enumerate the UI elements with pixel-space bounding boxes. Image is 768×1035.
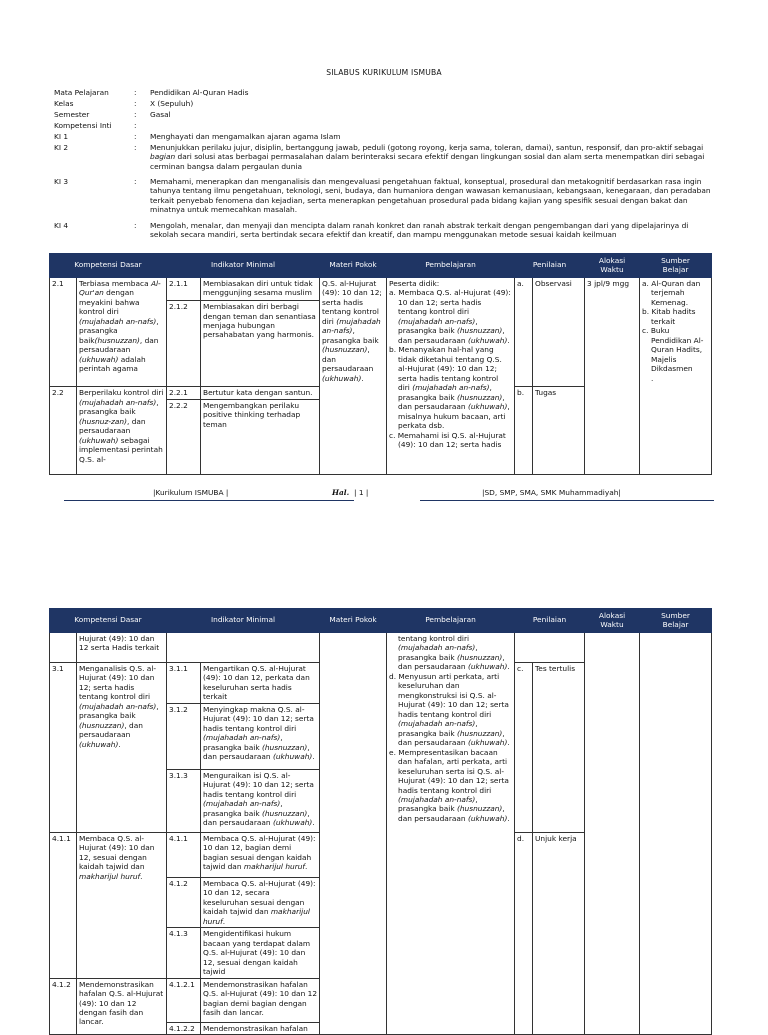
kd-number: 4.1.2 [50, 978, 77, 1034]
kd-number: 2.2 [50, 387, 77, 475]
header-kompetensi-dasar: Kompetensi Dasar [50, 254, 167, 278]
syllabus-table-2 [49, 608, 712, 1035]
penilaian-text: Observasi [533, 278, 585, 387]
indicator-number: 3.1.1 [167, 663, 201, 704]
header-alokasi-waktu: Alokasi Waktu [585, 254, 640, 278]
indicator-number: 4.1.3 [167, 928, 201, 978]
indicator-text: Membiasakan diri untuk tidak menggunjing sesama muslim [201, 278, 320, 301]
footer-school-levels: |SD, SMP, SMA, SMK Muhammadiyah| [482, 488, 621, 497]
footer-kurikulum: |Kurikulum ISMUBA | [153, 488, 229, 497]
indicator-text: Mengembangkan perilaku positive thinking terhadap teman [201, 399, 320, 474]
table-header-row [50, 254, 712, 278]
kd-text: Menganalisis Q.S. al-Hujurat (49): 10 dan 12; serta hadis tentang kontrol diri (mujahadah an-nafs), prasangka baik (husnuzzan), dan persaudaraan (ukhuwah). [77, 663, 167, 833]
meta-ki1: KI 1 : Menghayati dan mengamalkan ajaran agama Islam [54, 132, 341, 141]
table-row [50, 633, 712, 663]
indicator-number: 2.2.2 [167, 399, 201, 474]
kd-text: Terbiasa membaca Al-Qur'an dengan meyakini bahwa kontrol diri (mujahadah an-nafs), prasangka baik(husnuzzan), dan persaudaraan (ukhuwah) adalah perintah agama [77, 278, 167, 387]
penilaian-letter: b. [515, 387, 533, 475]
meta-ki2: KI 2 : Menunjukkan perilaku jujur, disiplin, bertanggung jawab, peduli (gotong royong, kerja sama, toleran, damai), santun, responsif, dan pro-aktif sebagai bagian dari solusi atas berbagai permasalahan dalam berinteraksi secara efektif dengan lingkungan sosial dan alam serta menempatkan diri sebagai cerminan bangsa dalam pergaulan dunia [54, 143, 705, 171]
meta-mata-pelajaran: Mata Pelajaran : Pendidikan Al-Quran Hadis [54, 88, 249, 97]
header-pembelajaran: Pembelajaran [387, 254, 515, 278]
kd-number: 3.1 [50, 663, 77, 833]
page-footer [64, 482, 714, 506]
penilaian-text: Tugas [533, 387, 585, 475]
penilaian-text: Unjuk kerja [533, 832, 585, 1034]
indicator-text: Mengidentifikasi hukum bacaan yang terdapat dalam Q.S. al-Hujurat (49): 10 dan 12, sesuai dengan kaidah tajwid [201, 928, 320, 978]
kd-text: Berperilaku kontrol diri (mujahadah an-nafs), prasangka baik (husnuz-zan), dan persaudaraan (ukhuwah) sebagai implementasi perintah Q.S. al- [77, 387, 167, 475]
header-sumber-belajar: Sumber Belajar [640, 254, 712, 278]
header-alokasi-waktu: Alokasi Waktu [585, 609, 640, 633]
penilaian-letter: c. [515, 663, 533, 833]
indicator-number: 3.1.3 [167, 769, 201, 832]
footer-hal: Hal. [332, 488, 350, 497]
indicator-number: 2.1.2 [167, 301, 201, 387]
table-row [50, 278, 712, 301]
table-header-row [50, 609, 712, 633]
indicator-text: Bertutur kata dengan santun. [201, 387, 320, 400]
header-materi-pokok: Materi Pokok [320, 609, 387, 633]
header-penilaian: Penilaian [515, 254, 585, 278]
document-title: SILABUS KURIKULUM ISMUBA [326, 68, 442, 77]
footer-rule-left [64, 500, 354, 501]
footer-rule-right [420, 500, 714, 501]
pembelajaran-text: tentang kontrol diri (mujahadah an-nafs), prasangka baik (husnuzzan), dan persaudaraan (ukhuwah). d. Menyusun arti perkata, arti keseluruhan dan mengkonstruksi isi Q.S. al-Hujurat (49): 10 dan 12; serta hadis tentang kontrol diri (mujahadah an-nafs), prasangka baik (husnuzzan), dan persaudaraan (ukhuwah). e. Mempresentasikan bacaan dan hafalan, arti perkata, arti keseluruhan serta isi Q.S. al-Hujurat (49): 10 dan 12; serta hadis tentang kontrol diri (mujahadah an-nafs), prasangka baik (husnuzzan), dan persaudaraan (ukhuwah). [387, 633, 515, 1035]
indicator-number: 2.2.1 [167, 387, 201, 400]
indicator-text: Membaca Q.S. al-Hujurat (49): 10 dan 12, bagian demi bagian sesuai dengan kaidah tajwid dan makharijul huruf. [201, 832, 320, 877]
indicator-text: Menyingkap makna Q.S. al-Hujurat (49): 10 dan 12; serta hadis tentang kontrol diri (mujahadah an-nafs), prasangka baik (husnuzzan), dan persaudaraan (ukhuwah). [201, 703, 320, 769]
materi-pokok-text: Q.S. al-Hujurat (49): 10 dan 12; serta hadis tentang kontrol diri (mujahadah an-nafs), prasangka baik (husnuzzan), dan persaudaraan (ukhuwah). [320, 278, 387, 475]
indicator-number: 4.1.2.1 [167, 978, 201, 1022]
indicator-number: 4.1.1 [167, 832, 201, 877]
header-sumber-belajar: Sumber Belajar [640, 609, 712, 633]
pembelajaran-text: Peserta didik: a. Membaca Q.S. al-Hujurat (49): 10 dan 12; serta hadis tentang kontrol diri (mujahadah an-nafs), prasangka baik (husnuzzan), dan persaudaraan (ukhuwah). b. Menanyakan hal-hal yang tidak diketahui tentang Q.S. al-Hujurat (49): 10 dan 12; serta hadis tentang kontrol diri (mujahadah an-nafs), prasangka baik (husnuzzan), dan persaudaraan (ukhuwah), misalnya hukum bacaan, arti perkata dsb. c. Memahami isi Q.S. al-Hujurat (49): 10 dan 12; serta hadis [387, 278, 515, 475]
header-materi-pokok: Materi Pokok [320, 254, 387, 278]
penilaian-letter: a. [515, 278, 533, 387]
indicator-text: Membiasakan diri berbagi dengan teman dan senantiasa menjaga hubungan persahabatan yang harmonis. [201, 301, 320, 387]
penilaian-letter: d. [515, 832, 533, 1034]
indicator-text: Mengartikan Q.S. al-Hujurat (49): 10 dan 12, perkata dan keseluruhan serta hadis terkait [201, 663, 320, 704]
header-penilaian: Penilaian [515, 609, 585, 633]
kd-number: 4.1.1 [50, 832, 77, 978]
indicator-number: 4.1.2 [167, 877, 201, 927]
penilaian-text: Tes tertulis [533, 663, 585, 833]
header-pembelajaran: Pembelajaran [387, 609, 515, 633]
indicator-text: Menguraikan isi Q.S. al-Hujurat (49): 10 dan 12; serta hadis tentang kontrol diri (mujahadah an-nafs), prasangka baik (husnuzzan), dan persaudaraan (ukhuwah). [201, 769, 320, 832]
indicator-text: Mendemonstrasikan hafalan [201, 1022, 320, 1034]
kd-text: Mendemonstrasikan hafalan Q.S. al-Hujurat (49): 10 dan 12 dengan fasih dan lancar. [77, 978, 167, 1034]
meta-kelas: Kelas : X (Sepuluh) [54, 99, 194, 108]
indicator-text: Mendemonstrasikan hafalan Q.S. al-Hujurat (49): 10 dan 12 bagian demi bagian dengan fasih dan lancar. [201, 978, 320, 1022]
header-kompetensi-dasar: Kompetensi Dasar [50, 609, 167, 633]
indicator-number: 2.1.1 [167, 278, 201, 301]
meta-ki3: KI 3 : Memahami, menerapkan dan menganalisis dan mengevaluasi pengetahuan faktual, konseptual, prosedural dan metakognitif berdasarkan rasa ingin tahunya tentang ilmu pengetahuan, teknologi, seni, budaya, dan humaniora dengan wawasan kemanusiaan, kebangsaan, kenegaraan, dan peradaban terkait penyebab fenomena dan kejadian, serta menerapkan pengetahuan prosedural pada bidang kajian yang spesifik sesuai dengan bakat dan minatnya untuk memecahkan masalah. [54, 177, 711, 215]
meta-semester: Semester : Gasal [54, 110, 171, 119]
syllabus-table-1 [49, 253, 712, 475]
indicator-number: 4.1.2.2 [167, 1022, 201, 1034]
footer-page-number: | 1 | [354, 488, 369, 497]
kd-number: 2.1 [50, 278, 77, 387]
kd-text: Hujurat (49): 10 dan 12 serta Hadis terkait [77, 633, 167, 663]
meta-kompetensi-inti: Kompetensi Inti : [54, 121, 137, 130]
indicator-text: Membaca Q.S. al-Hujurat (49): 10 dan 12, secara keseluruhan sesuai dengan kaidah tajwid dan makharijul huruf. [201, 877, 320, 927]
kd-text: Membaca Q.S. al-Hujurat (49): 10 dan 12, sesuai dengan kaidah tajwid dan makharijul huruf. [77, 832, 167, 978]
header-indikator-minimal: Indikator Minimal [167, 254, 320, 278]
sumber-belajar-list: a. Al-Quran dan terjemah Kemenag. b. Kitab hadits terkait c. Buku Pendidikan Al-Quran Hadits, Majelis Dikdasmen . [640, 278, 712, 475]
indicator-number: 3.1.2 [167, 703, 201, 769]
header-indikator-minimal: Indikator Minimal [167, 609, 320, 633]
meta-ki4: KI 4 : Mengolah, menalar, dan menyaji dan mencipta dalam ranah konkret dan ranah abstrak terkait dengan pengembangan dari yang dipelajarinya di sekolah secara mandiri, serta bertindak secara efektif dan kreatif, dan mampu menggunakan metode sesuai kaidah keilmuan [54, 221, 689, 240]
alokasi-waktu-text: 3 jpl/9 mgg [585, 278, 640, 475]
